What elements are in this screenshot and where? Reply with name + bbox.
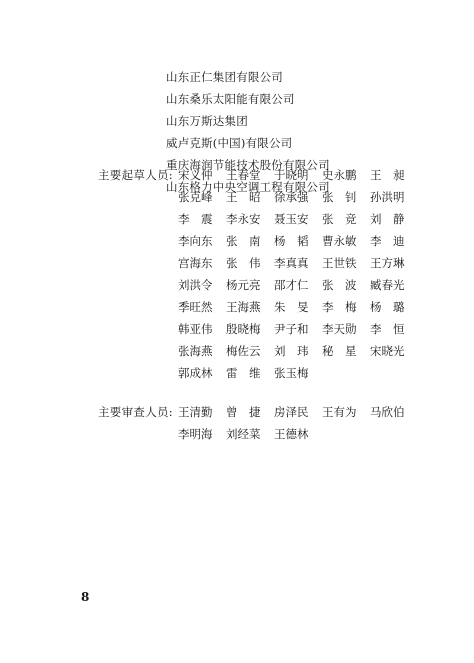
person-name: 房泽民 bbox=[274, 405, 309, 419]
person-name: 王清勤 bbox=[178, 405, 213, 419]
person-name: 邵才仁 bbox=[274, 278, 309, 292]
person-name: 尹子和 bbox=[274, 322, 309, 336]
person-name: 聂玉安 bbox=[274, 212, 309, 226]
person-name: 张 南 bbox=[226, 234, 261, 248]
person-name: 宫海东 bbox=[178, 256, 213, 270]
person-name: 张 竞 bbox=[322, 212, 357, 226]
person-name: 张 波 bbox=[322, 278, 357, 292]
person-name: 刘洪令 bbox=[178, 278, 213, 292]
person-name: 王 昭 bbox=[226, 190, 261, 204]
organization-item: 重庆海润节能技术股份有限公司 bbox=[166, 158, 330, 172]
person-name: 曾 捷 bbox=[226, 405, 261, 419]
person-name: 李明海 bbox=[178, 427, 213, 441]
person-name: 于晓明 bbox=[274, 168, 309, 182]
person-name: 秘 星 bbox=[322, 344, 357, 358]
person-name: 李 梅 bbox=[322, 300, 357, 314]
person-name: 刘经菜 bbox=[226, 427, 261, 441]
person-name: 王有为 bbox=[322, 405, 357, 419]
person-name: 李永安 bbox=[226, 212, 261, 226]
person-name: 李真真 bbox=[274, 256, 309, 270]
person-name: 杨 韬 bbox=[274, 234, 309, 248]
person-name: 梅佐云 bbox=[226, 344, 261, 358]
person-name: 郭成林 bbox=[178, 366, 213, 380]
person-name: 臧春光 bbox=[370, 278, 405, 292]
person-name: 李 迪 bbox=[370, 234, 405, 248]
person-name: 张海燕 bbox=[178, 344, 213, 358]
organization-item: 山东桑乐太阳能有限公司 bbox=[166, 92, 295, 106]
person-name: 曹永敏 bbox=[322, 234, 357, 248]
person-name: 雷 维 bbox=[226, 366, 261, 380]
person-name: 张玉梅 bbox=[274, 366, 309, 380]
person-name: 杨 璐 bbox=[370, 300, 405, 314]
person-name: 李 恒 bbox=[370, 322, 405, 336]
person-name: 王 昶 bbox=[370, 168, 405, 182]
person-name: 孙洪明 bbox=[370, 190, 405, 204]
person-name: 朱 旻 bbox=[274, 300, 309, 314]
person-name: 杨元亮 bbox=[226, 278, 261, 292]
person-name: 刘 玮 bbox=[274, 344, 309, 358]
person-name: 殷晓梅 bbox=[226, 322, 261, 336]
person-name: 刘 静 bbox=[370, 212, 405, 226]
reviewers-label: 主要审查人员: bbox=[98, 405, 173, 419]
person-name: 王世铁 bbox=[322, 256, 357, 270]
person-name: 徐承强 bbox=[274, 190, 309, 204]
drafters-name-grid bbox=[178, 164, 418, 384]
person-name: 季旺然 bbox=[178, 300, 213, 314]
organization-item: 山东万斯达集团 bbox=[166, 114, 248, 128]
organization-item: 威卢克斯(中国)有限公司 bbox=[166, 136, 293, 150]
person-name: 宋晓光 bbox=[370, 344, 405, 358]
person-name: 宋义仲 bbox=[178, 168, 213, 182]
page-number: 8 bbox=[81, 590, 90, 604]
person-name: 王海燕 bbox=[226, 300, 261, 314]
organization-item: 山东正仁集团有限公司 bbox=[166, 70, 283, 84]
person-name: 李天勋 bbox=[322, 322, 357, 336]
person-name: 史永鹏 bbox=[322, 168, 357, 182]
person-name: 张克峰 bbox=[178, 190, 213, 204]
person-name: 张 伟 bbox=[226, 256, 261, 270]
person-name: 王方琳 bbox=[370, 256, 405, 270]
person-name: 李 震 bbox=[178, 212, 213, 226]
person-name: 张 钊 bbox=[322, 190, 357, 204]
drafters-label: 主要起草人员: bbox=[98, 168, 173, 182]
person-name: 王德林 bbox=[274, 427, 309, 441]
person-name: 王春堂 bbox=[226, 168, 261, 182]
organization-item: 山东格力中央空调工程有限公司 bbox=[166, 180, 330, 194]
person-name: 李向东 bbox=[178, 234, 213, 248]
person-name: 韩亚伟 bbox=[178, 322, 213, 336]
reviewers-name-grid bbox=[178, 401, 418, 445]
person-name: 马欣伯 bbox=[370, 405, 405, 419]
